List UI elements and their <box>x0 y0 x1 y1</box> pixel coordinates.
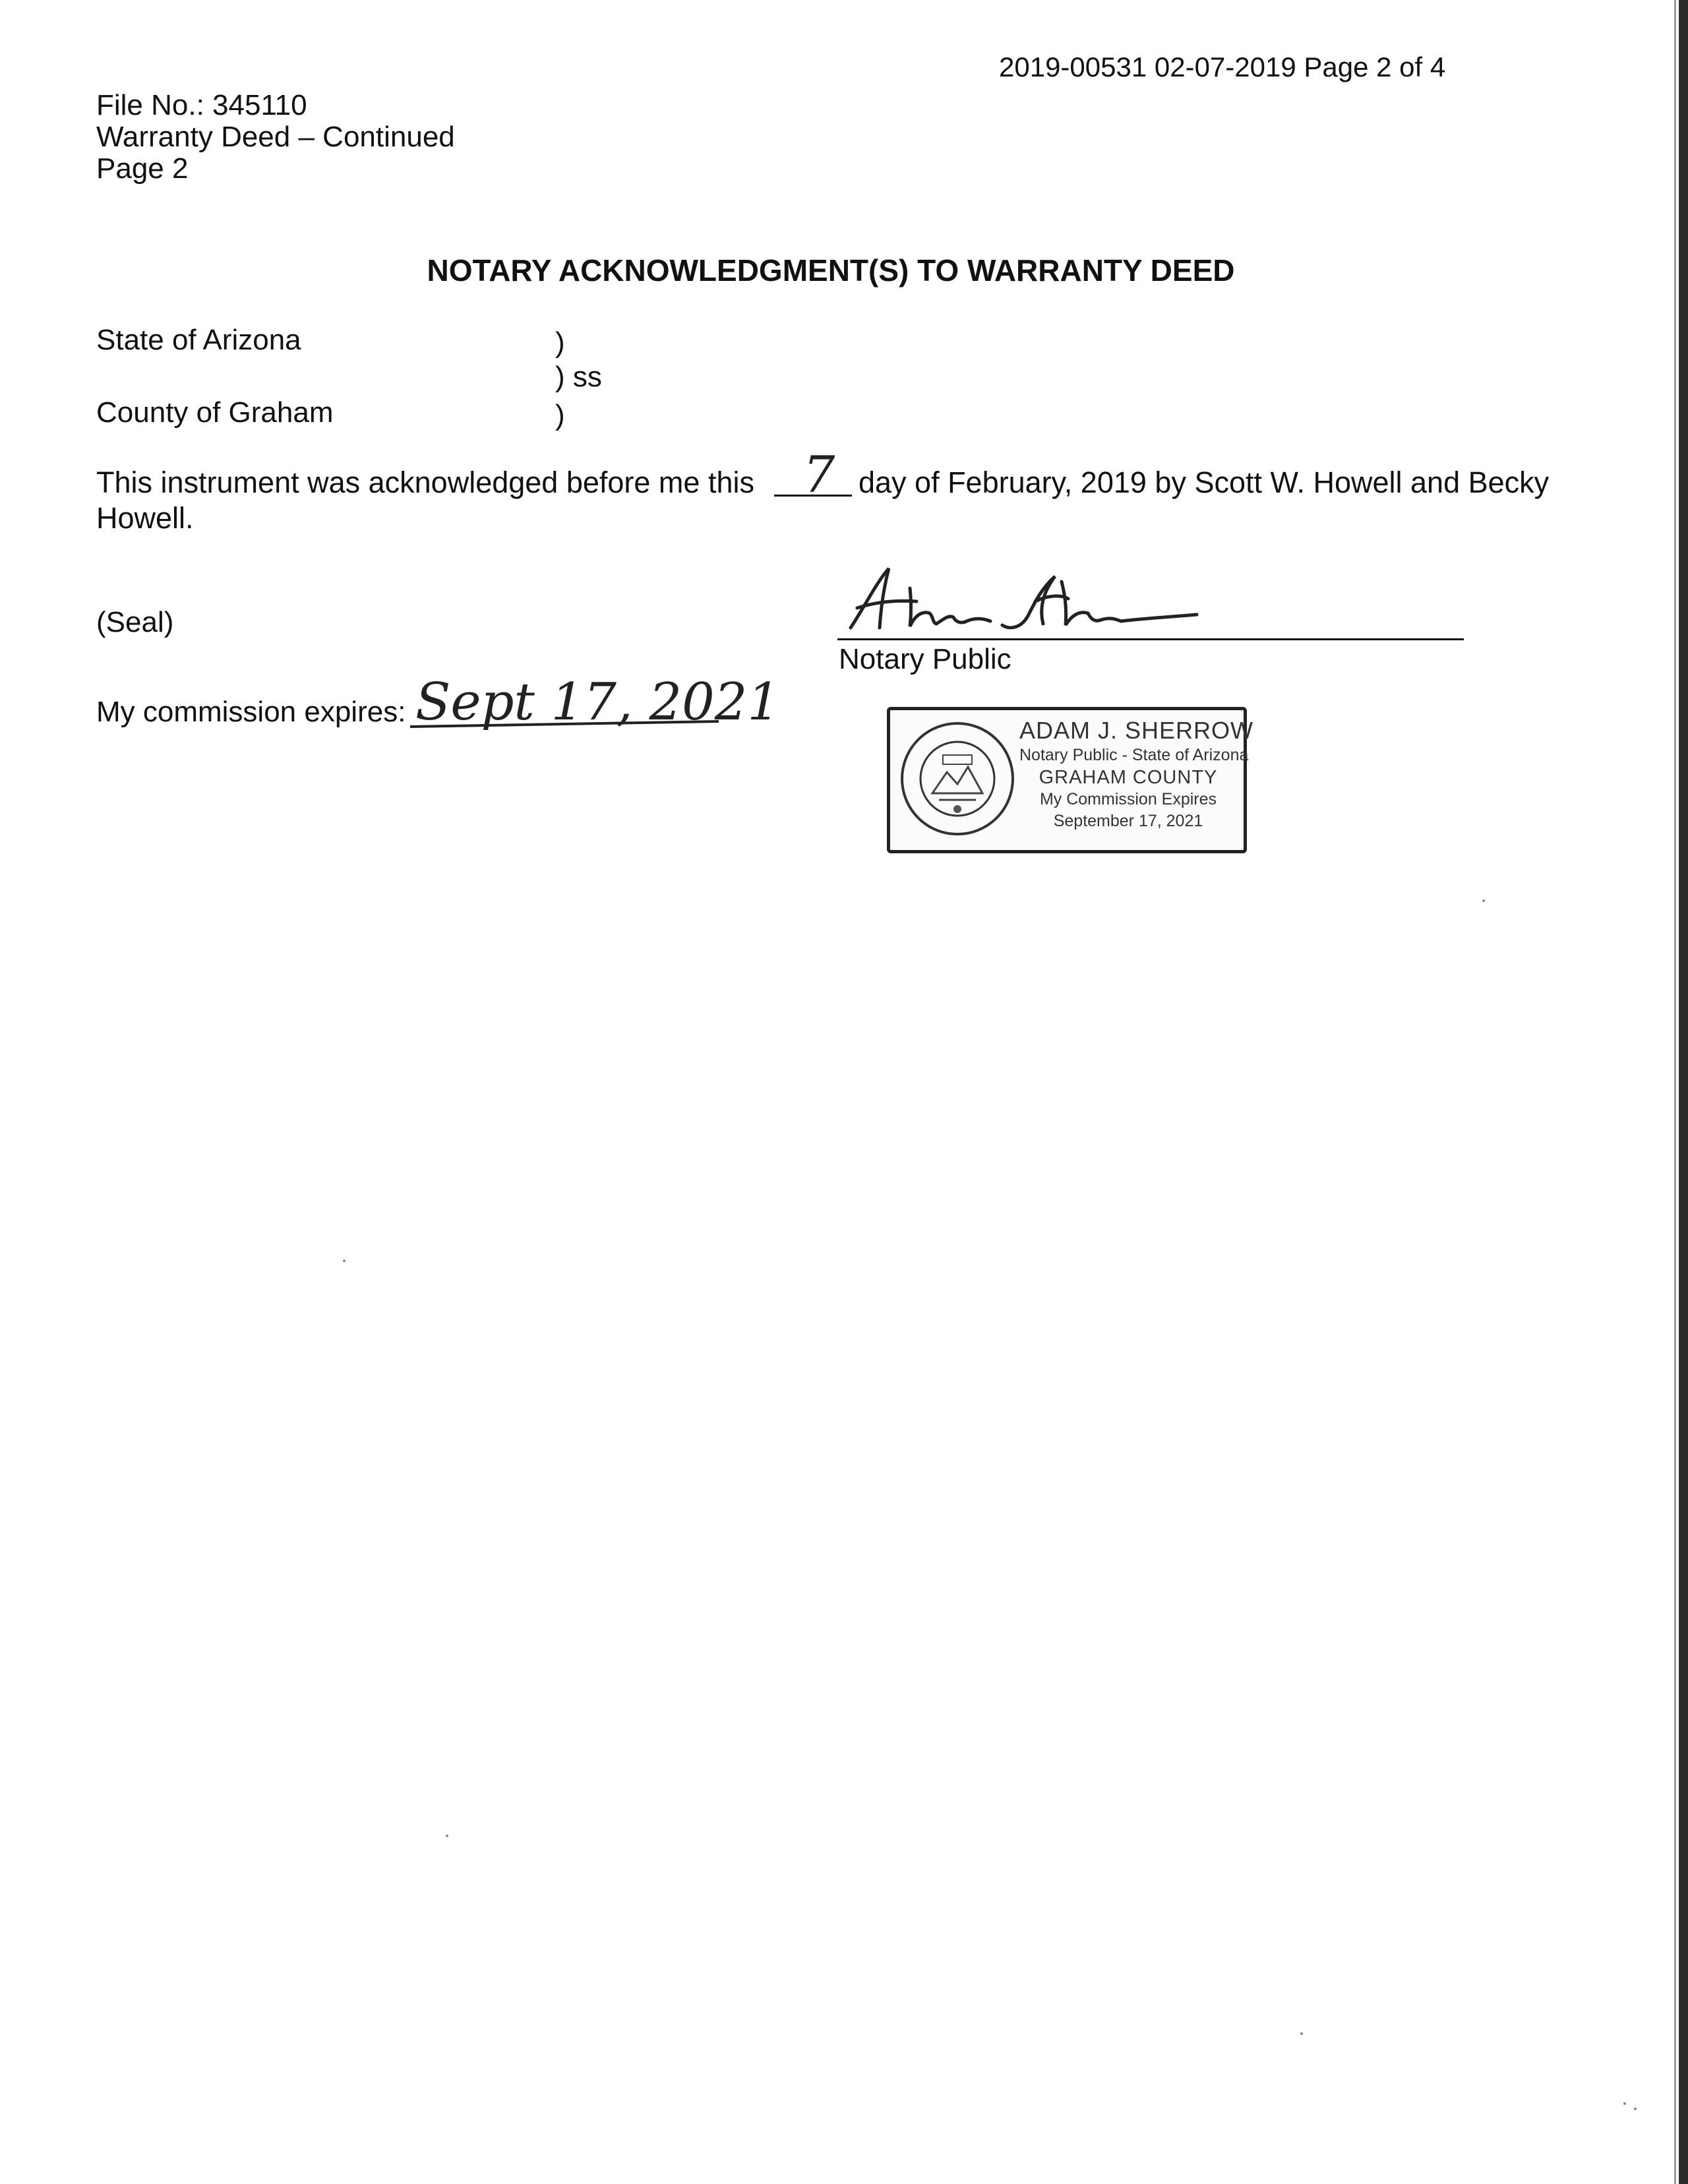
commission-label: My commission expires: <box>96 696 406 728</box>
handwritten-expiration: Sept 17, 2021 <box>415 673 781 732</box>
stamp-commission-label: My Commission Expires <box>1039 790 1217 808</box>
file-number: File No.: 345110 <box>96 89 307 121</box>
signature-line <box>837 638 1464 640</box>
scan-edge <box>1679 0 1688 2184</box>
venue-paren-bottom: ) <box>555 399 565 431</box>
expiration-underline <box>409 719 725 732</box>
stamp-notary-name: ADAM J. SHERROW <box>1019 717 1254 744</box>
notary-stamp <box>887 707 1254 853</box>
venue-paren-top: ) <box>555 326 565 359</box>
page-title <box>0 253 1688 288</box>
recording-stamp: 2019-00531 02-07-2019 Page 2 of 4 <box>999 51 1446 82</box>
arizona-seal-icon <box>899 721 1015 837</box>
notary-public-label: Notary Public <box>839 643 1011 675</box>
notary-signature <box>837 562 1207 641</box>
acknowledgment-line-2: Howell. <box>96 501 194 535</box>
venue-paren-ss: ) ss <box>555 361 602 393</box>
stamp-state-line: Notary Public - State of Arizona <box>1019 746 1249 764</box>
handwritten-day: 7 <box>803 445 835 504</box>
scan-edge-line <box>1674 0 1676 2184</box>
acknowledgment-prefix: This instrument was acknowledged before me this <box>96 466 754 499</box>
stamp-text <box>1019 717 1254 832</box>
acknowledgment-suffix: day of February, 2019 by Scott W. Howell and Becky <box>858 466 1550 499</box>
stamp-county: GRAHAM COUNTY <box>1039 767 1218 788</box>
venue-state: State of Arizona <box>96 324 301 356</box>
page-label: Page 2 <box>96 152 189 185</box>
seal-label: (Seal) <box>96 606 174 638</box>
stamp-expiration-date: September 17, 2021 <box>1053 812 1203 830</box>
page-title-text: NOTARY ACKNOWLEDGMENT(S) TO WARRANTY DEED <box>427 253 1235 288</box>
document-title: Warranty Deed – Continued <box>96 121 455 153</box>
venue-county: County of Graham <box>96 396 334 429</box>
